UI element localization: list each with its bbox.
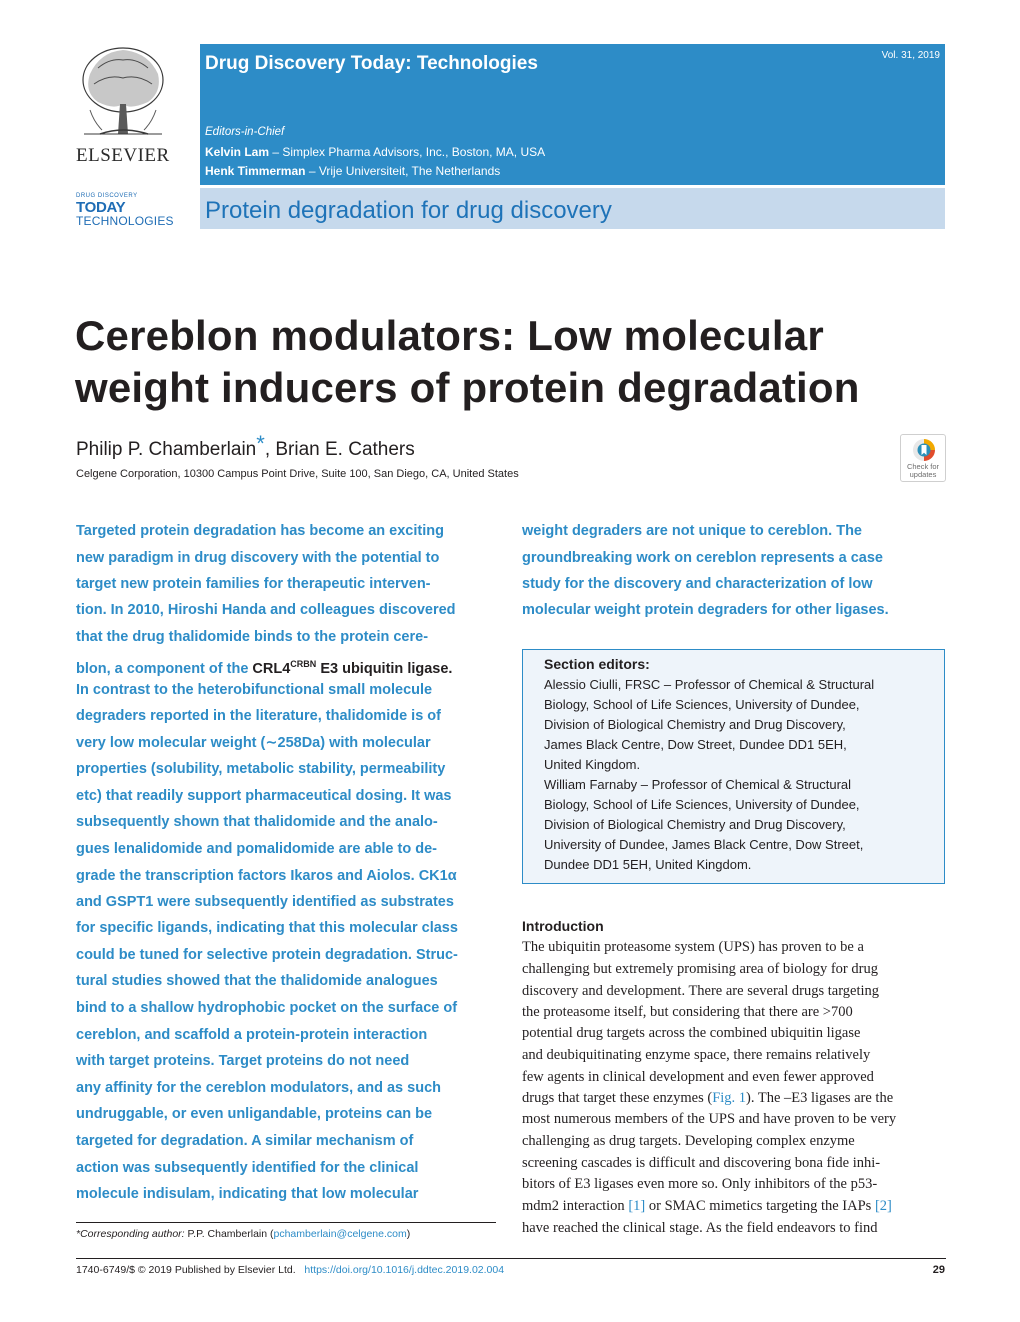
intro-line-fig-ref xyxy=(522,1088,946,1108)
abstract-col1-line: properties (solubility, metabolic stability, permeability xyxy=(76,761,446,777)
complex-superscript: CRBN xyxy=(290,659,317,669)
footnote-label: *Corresponding author: xyxy=(76,1228,185,1240)
abstract-col2-line: molecular weight protein degraders for other ligases. xyxy=(522,602,889,618)
intro-lines-line: the proteasome itself, but considering that there are >700 xyxy=(522,1004,853,1020)
abstract-col1-line: action was subsequently identified for the clinical xyxy=(76,1160,419,1176)
intro-lines-line: have reached the clinical stage. As the field endeavors to find xyxy=(522,1220,878,1236)
abstract-col1-line: bind to a shallow hydrophobic pocket on the surface of xyxy=(76,1000,458,1016)
abstract-col1-line: targeted for degradation. A similar mechanism of xyxy=(76,1133,414,1149)
check-label-line1: Check for xyxy=(906,462,940,471)
abstract-col2-line: weight degraders are not unique to cereblon. The xyxy=(522,523,862,539)
abstract-col1-line: molecule indisulam, indicating that low molecular xyxy=(76,1186,419,1202)
check-for-updates-badge[interactable] xyxy=(900,434,946,482)
footnote-text: ) xyxy=(406,1228,411,1240)
editor-henk-timmerman xyxy=(205,164,500,178)
footer-divider xyxy=(76,1258,946,1259)
intro-lines-line: and deubiquitinating enzyme space, there remains relatively xyxy=(522,1047,871,1063)
intro-line-refs xyxy=(522,1196,946,1216)
page-number: 29 xyxy=(932,1264,945,1276)
intro-lines-line: challenging as drug targets. Developing complex enzyme xyxy=(522,1133,855,1149)
section-lines-line: James Black Centre, Dow Street, Dundee DD1 5EH, xyxy=(544,737,847,752)
section-lines-line: Dundee DD1 5EH, United Kingdom. xyxy=(544,857,752,872)
intro-text: drugs that target these enzymes ( xyxy=(522,1090,713,1106)
intro-lines-line: most numerous members of the UPS and have proven to be very xyxy=(522,1111,897,1127)
abstract-col1-line: undruggable, or even unligandable, proteins can be xyxy=(76,1106,433,1122)
editor-name: Henk Timmerman xyxy=(205,164,306,178)
section-lines-line: Biology, School of Life Sciences, University of Dundee, xyxy=(544,797,860,812)
abstract-col1-line: that the drug thalidomide binds to the protein cere- xyxy=(76,629,429,645)
abstract-col1-line: tion. In 2010, Hiroshi Handa and colleagues discovered xyxy=(76,602,456,618)
article-title-line1: Cereblon modulators: Low molecular xyxy=(75,312,824,359)
editor-affiliation: – Simplex Pharma Advisors, Inc., Boston, MA, USA xyxy=(269,145,546,159)
intro-lines-line: bitors of E3 ligases even more so. Only inhibitors of the p53- xyxy=(522,1176,878,1192)
abstract-col1-line: grade the transcription factors Ikaros and Aiolos. CK1α xyxy=(76,868,457,884)
abstract-col1-line: for specific ligands, indicating that this molecular class xyxy=(76,920,458,936)
abstract-col1-line: degraders reported in the literature, thalidomide is of xyxy=(76,708,441,724)
section-editors-heading: Section editors: xyxy=(544,656,650,672)
author-chamberlain[interactable]: Philip P. Chamberlain xyxy=(76,439,257,460)
complex-name: CRL4 xyxy=(252,660,291,677)
intro-lines-line: The ubiquitin proteasome system (UPS) has proven to be a xyxy=(522,939,864,955)
intro-text: mdm2 interaction xyxy=(522,1198,629,1214)
issn-copyright: 1740-6749/$ © 2019 Published by Elsevier Ltd. xyxy=(76,1264,296,1276)
intro-lines-line: few agents in clinical development and even fewer approved xyxy=(522,1069,874,1085)
publisher-name: ELSEVIER xyxy=(76,145,170,166)
editor-name: Kelvin Lam xyxy=(205,145,270,159)
editor-affiliation: – Vrije Universiteit, The Netherlands xyxy=(305,164,501,178)
check-for-updates-icon xyxy=(912,438,936,462)
intro-lines-line: screening cascades is difficult and discovering bona fide inhi- xyxy=(522,1155,881,1171)
abstract-line xyxy=(76,654,452,679)
abstract-col1-line: In contrast to the heterobifunctional small molecule xyxy=(76,682,433,698)
journal-logo xyxy=(76,193,176,229)
abstract-col1-line: target new protein families for therapeutic interven- xyxy=(76,576,431,592)
intro-lines-line: potential drug targets across the combined ubiquitin ligase xyxy=(522,1025,861,1041)
section-lines-line: United Kingdom. xyxy=(544,757,641,772)
section-lines-line: Division of Biological Chemistry and Drug Discovery, xyxy=(544,817,846,832)
abstract-col1-line: and GSPT1 were subsequently identified as substrates xyxy=(76,894,454,910)
introduction-heading: Introduction xyxy=(522,918,604,934)
abstract-text: E3 ubiquitin ligase. xyxy=(316,660,453,677)
abstract-col1-line: cereblon, and scaffold a protein-protein interaction xyxy=(76,1027,428,1043)
abstract-col1-line: with target proteins. Target proteins do not need xyxy=(76,1053,410,1069)
check-for-updates-label xyxy=(901,463,945,479)
abstract-col1-line: any affinity for the cereblon modulators, and as such xyxy=(76,1080,441,1096)
corresponding-author-mark[interactable]: * xyxy=(256,431,265,456)
journal-logo-line3: TECHNOLOGIES xyxy=(76,214,174,228)
abstract-col1-line: tural studies showed that the thalidomide analogues xyxy=(76,973,438,989)
article-title xyxy=(75,310,955,414)
figure-1-link[interactable]: Fig. 1 xyxy=(712,1090,747,1106)
author-email-link[interactable]: pchamberlain@celgene.com xyxy=(273,1228,407,1240)
abstract-col1-line: new paradigm in drug discovery with the potential to xyxy=(76,550,440,566)
section-lines-line: William Farnaby – Professor of Chemical & Structural xyxy=(544,777,852,792)
corresponding-author-footnote xyxy=(76,1228,410,1240)
abstract-col1-line: could be tuned for selective protein degradation. Struc- xyxy=(76,947,458,963)
intro-lines-line: discovery and development. There are several drugs targeting xyxy=(522,983,879,999)
abstract-text: blon, a component of the xyxy=(76,660,253,677)
editor-kelvin-lam xyxy=(205,145,545,159)
abstract-col1-line: etc) that readily support pharmaceutical dosing. It was xyxy=(76,788,452,804)
issue-title: Protein degradation for drug discovery xyxy=(205,197,612,224)
section-lines-line: University of Dundee, James Black Centre, Dow Street, xyxy=(544,837,864,852)
journal-logo-line1: DRUG DISCOVERY xyxy=(76,193,138,199)
section-lines-line: Alessio Ciulli, FRSC – Professor of Chemical & Structural xyxy=(544,677,875,692)
abstract-col1-line: subsequently shown that thalidomide and the analo- xyxy=(76,814,438,830)
volume-label: Vol. 31, 2019 xyxy=(881,50,940,61)
footnote-text: P.P. Chamberlain ( xyxy=(184,1228,274,1240)
author-cathers[interactable]: , Brian E. Cathers xyxy=(264,439,415,460)
journal-title: Drug Discovery Today: Technologies xyxy=(205,53,538,74)
section-lines-line: Biology, School of Life Sciences, University of Dundee, xyxy=(544,697,860,712)
intro-text: or SMAC mimetics targeting the IAPs xyxy=(645,1198,875,1214)
abstract-col2-line: groundbreaking work on cereblon represents a case xyxy=(522,550,883,566)
elsevier-tree-logo-icon xyxy=(70,44,176,142)
check-label-line2: updates xyxy=(909,470,937,479)
abstract-col1-line: very low molecular weight (∼258Da) with molecular xyxy=(76,735,431,751)
authors xyxy=(76,431,415,461)
footnote-divider xyxy=(76,1222,496,1223)
footer-citation xyxy=(76,1264,504,1276)
intro-lines-line: challenging but extremely promising area of biology for drug xyxy=(522,961,878,977)
section-lines-line: Division of Biological Chemistry and Drug Discovery, xyxy=(544,717,846,732)
article-title-line2: weight inducers of protein degradation xyxy=(75,364,860,411)
intro-text: ). The –E3 ligases are the xyxy=(746,1090,894,1106)
abstract-col1-line: Targeted protein degradation has become an exciting xyxy=(76,523,444,539)
reference-1-link[interactable]: [1] xyxy=(628,1198,646,1214)
editors-in-chief-label: Editors-in-Chief xyxy=(205,126,285,138)
author-affiliation: Celgene Corporation, 10300 Campus Point Drive, Suite 100, San Diego, CA, United States xyxy=(76,468,519,480)
journal-logo-line2: TODAY xyxy=(76,199,126,216)
doi-link[interactable]: https://doi.org/10.1016/j.ddtec.2019.02.004 xyxy=(304,1264,505,1276)
abstract-col1-line: gues lenalidomide and pomalidomide are able to de- xyxy=(76,841,437,857)
reference-2-link[interactable]: [2] xyxy=(874,1198,892,1214)
abstract-col2-line: study for the discovery and characterization of low xyxy=(522,576,873,592)
